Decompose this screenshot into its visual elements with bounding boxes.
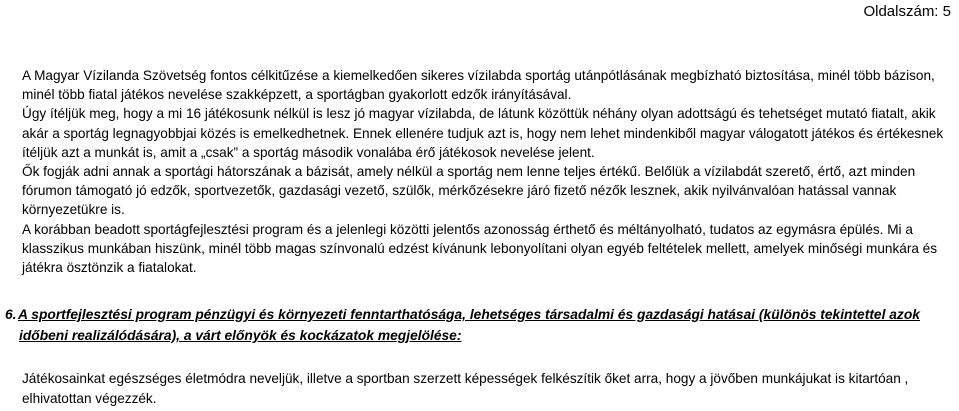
section-heading (5, 304, 957, 346)
section-title-line2: időbeni realizálódására), a várt előnyök és kockázatok megjelölése: (19, 328, 462, 343)
document-body (22, 66, 957, 277)
section-title-line1: A sportfejlesztési program pénzügyi és környezeti fenntarthatósága, lehetséges társadalmi és gazdasági hatásai (különös tekintettel azok (18, 307, 920, 322)
paragraph-intro: A Magyar Vízilanda Szövetség fontos célkitűzése a kiemelkedően sikeres vízilabda sportág utánpótlásának megbízható biztosítása, minél több bázison, minél több fiatal játékos nevelése szakképzett, a sportágban gyakorlott edzők irányításával. (22, 68, 935, 103)
paragraph-program: A korábban beadott sportágfejlesztési program és a jelenlegi közötti jelentős azonosság érthető és méltányolható, tudatos az egymásra épülés. Mi a klasszikus munkában hiszünk, minél több magas színvonalú edzést kívánunk lebonyolítani olyan egyéb feltételek mellett, amelyek minőségi munkára és játékra ösztönzik a fiatalokat. (22, 221, 938, 276)
page-number: Oldalszám: 5 (863, 3, 951, 20)
paragraph-assessment: Úgy ítéljük meg, hogy a mi 16 játékosunk nélkül is lesz jó magyar vízilabda, de látunk közöttük néhány olyan adottságú és tehetséget mutató fiatalt, akik akár a sportág legnagyobbjai közés is emelkedhetnek. Ennek ellenére tudjuk azt is, hogy nem lehet mindenkiből magyar válogatott játékos és értékesnek ítéljük azt a munkát is, amit a „csak” a sportág második vonalába érő játékosok nevelése jelent. (22, 106, 944, 160)
section-number: 6. (5, 307, 17, 322)
paragraph-closing: Játékosainkat egészséges életmódra neveljük, illetve a sportban szerzett képességek felkészítik őket arra, hogy a jövőben munkájukat is kitartóan , elhivatottan végezzék. (22, 371, 909, 406)
paragraph-background: Ők fogják adni annak a sportági hátorszának a bázisát, amely nélkül a sportág nem lenne teljes értékű. Belőlük a vízilabdát szerető, értő, azt minden fórumon támogató jó edzők, sportvezetők, gazdasági vezető, szülők, mérkőzésekre járó fizető nézők lesznek, akik nyilvánvalóan hatással vannak környezetükre is. (22, 164, 916, 218)
